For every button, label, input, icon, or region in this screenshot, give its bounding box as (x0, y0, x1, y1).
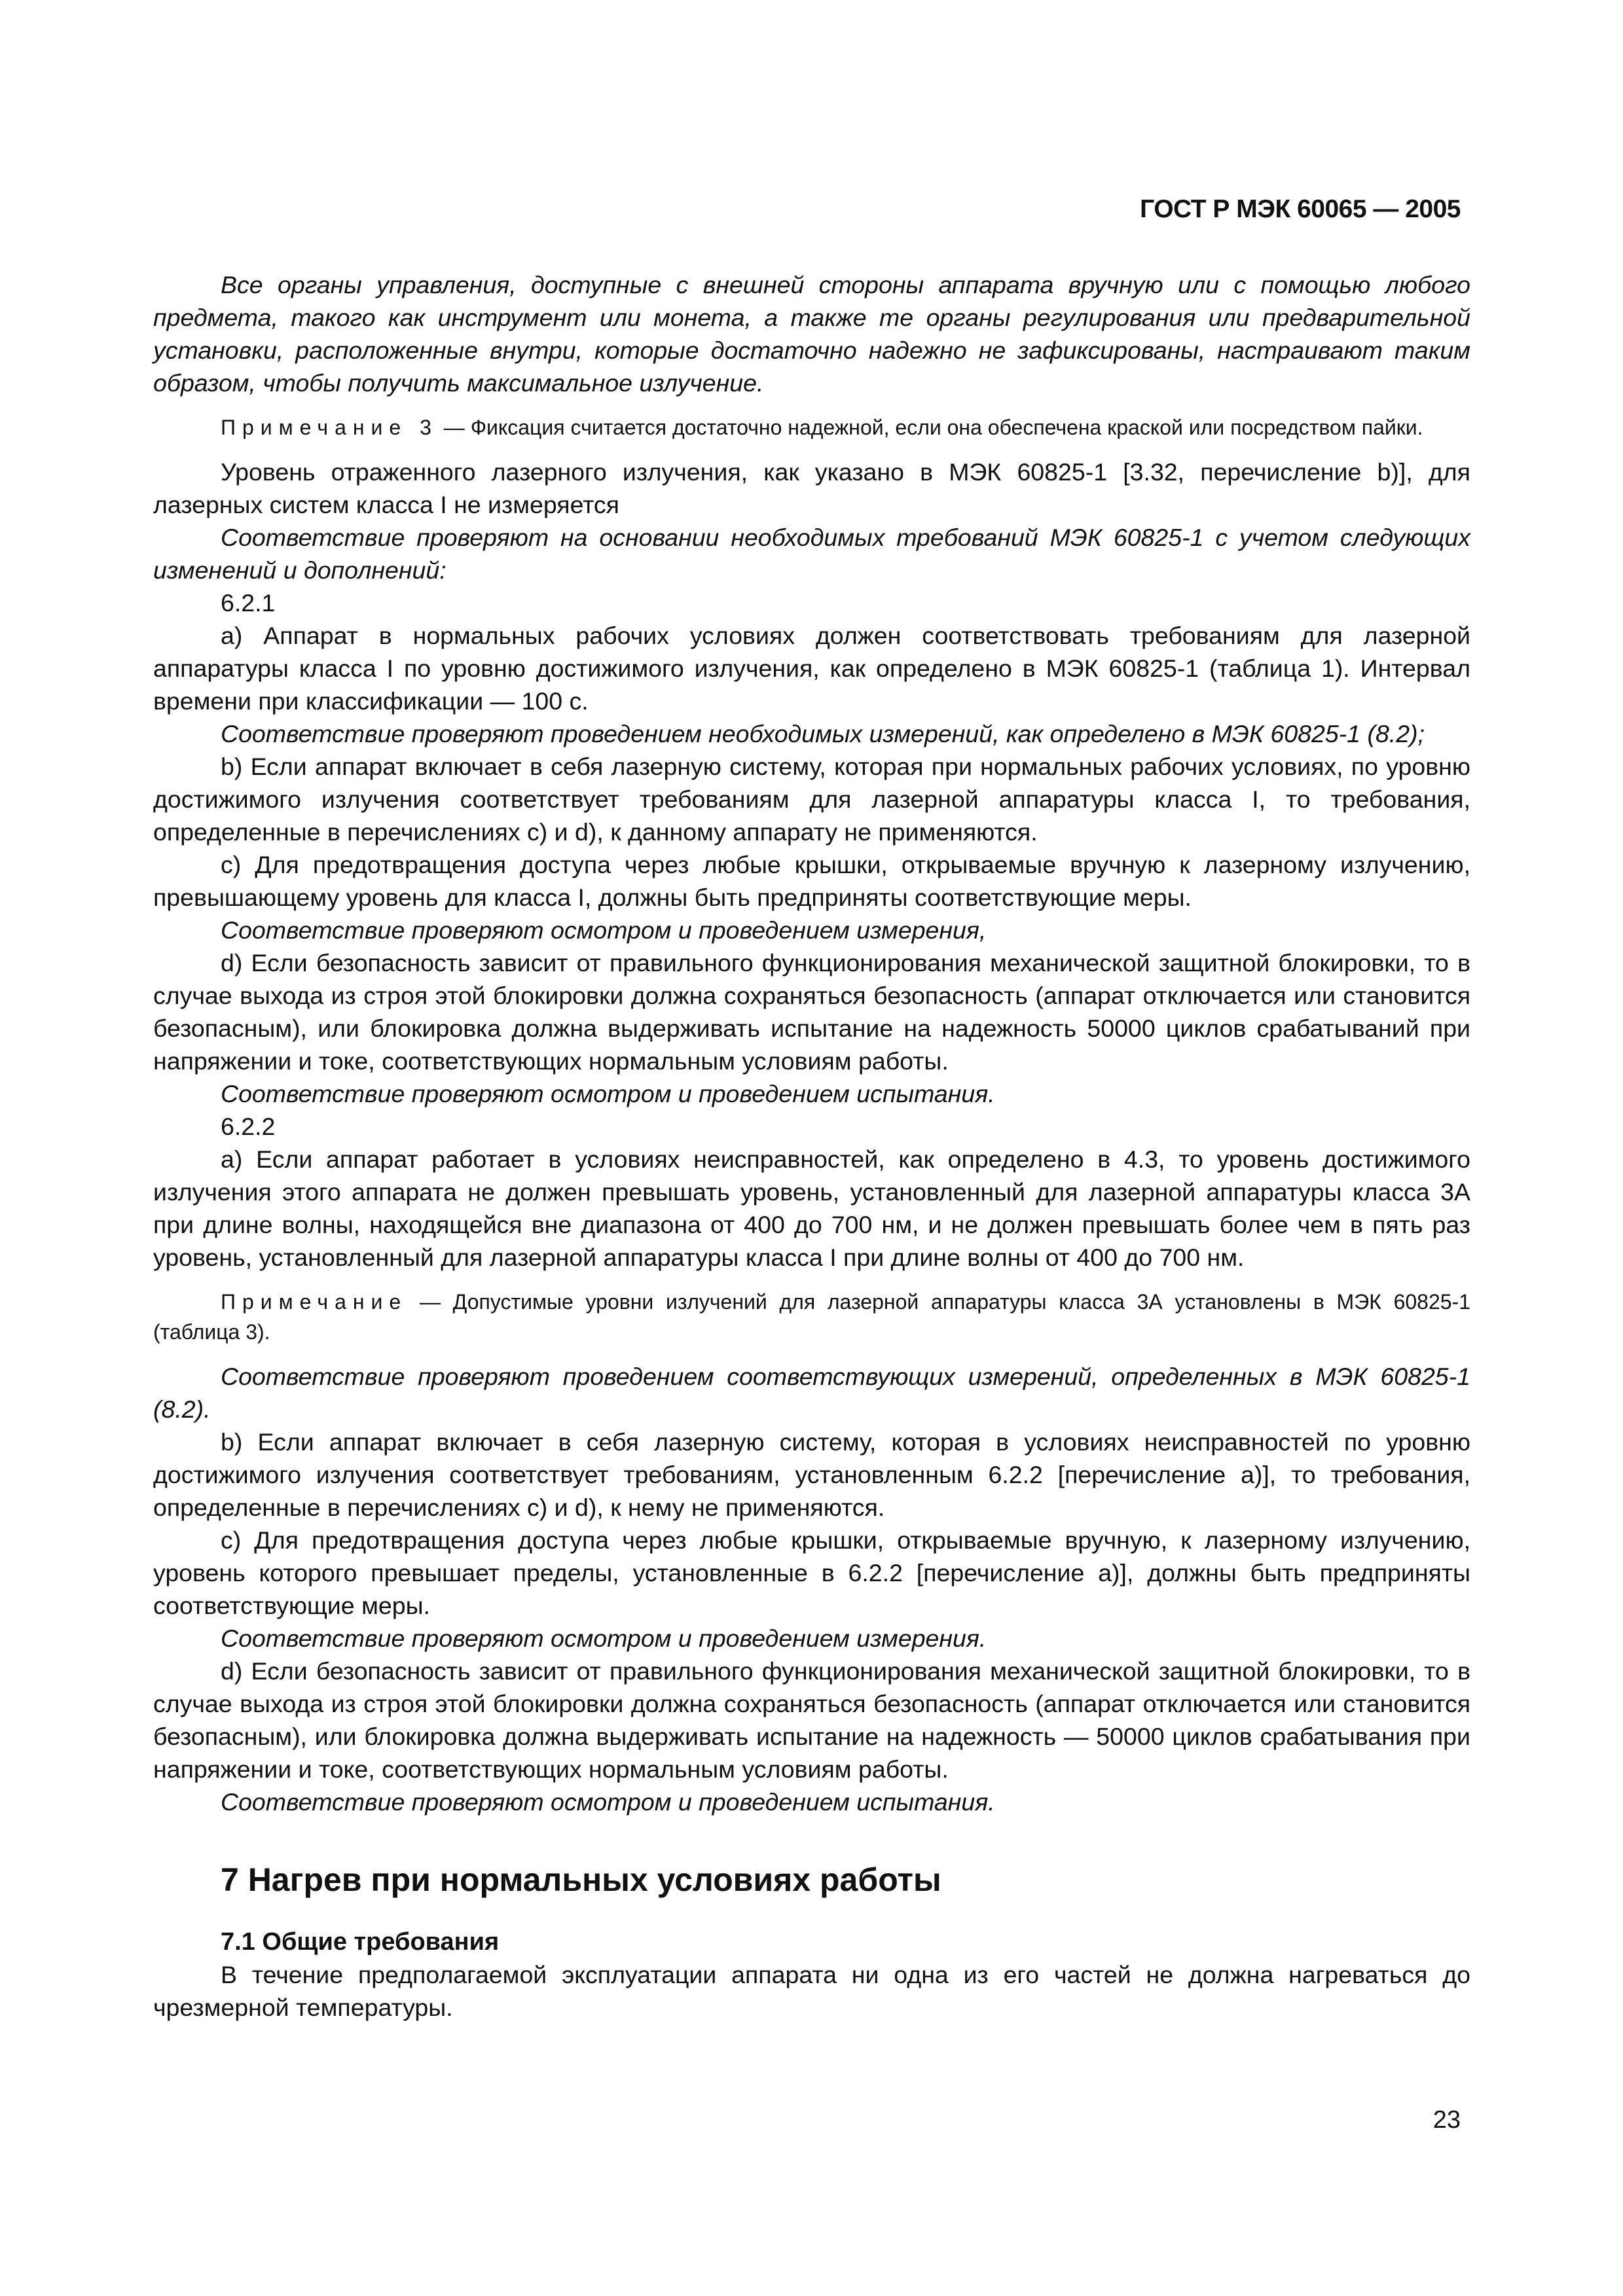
paragraph-reflected-radiation: Уровень отраженного лазерного излучения, как указано в МЭК 60825-1 [3.32, перечисление b)], для лазерных систем класса I не измеряется (153, 458, 1470, 518)
item-6-2-2-b: b) Если аппарат включает в себя лазерную систему, которая в условиях неисправностей по уровню достижимого излучения соответствует требованиям, установленным 6.2.2 [перечисление а)], то требования, определенные в перечислениях c) и d), к нему не применяются. (153, 1428, 1470, 1521)
compliance-6-2-2-c: Соответствие проверяют осмотром и проведением измерения. (221, 1624, 987, 1652)
paragraph-controls: Все органы управления, доступные с внешней стороны аппарата вручную или с помощью любого предмета, такого как инструмент или монета, а также те органы регулирования или предварительной установки, расположенные внутри, которые достаточно надежно не зафиксированы, настраивают таким образом, чтобы получить максимальное излучение. (153, 271, 1470, 397)
subsection-7-1-text: В течение предполагаемой эксплуатации аппарата ни одна из его частей не должна нагреваться до чрезмерной температуры. (153, 1961, 1470, 2021)
item-6-2-2-a: a) Если аппарат работает в условиях неисправностей, как определено в 4.3, то уровень достижимого излучения этого аппарата не должен превышать уровень, установленный для лазерной аппаратуры класса 3А при длине волны, находящейся вне диапазона от 400 до 700 нм, и не должен превышать более чем в пять раз уровень, установленный для лазерной аппаратуры класса I при длине волны от 400 до 700 нм. (153, 1145, 1470, 1271)
note-3-text: — Фиксация считается достаточно надежной, если она обеспечена краской или посредством пайки. (437, 416, 1423, 439)
paragraph-compliance-intro: Соответствие проверяют на основании необходимых требований МЭК 60825-1 с учетом следующих изменений и дополнений: (153, 524, 1470, 584)
page-number: 23 (1432, 2106, 1461, 2134)
item-6-2-1-b: b) Если аппарат включает в себя лазерную систему, которая при нормальных рабочих условиях, по уровню достижимого излучения соответствует требованиям для лазерной аппаратуры класса I, то требования, определенные в перечислениях c) и d), к данному аппарату не применяются. (153, 753, 1470, 846)
clause-number-6-2-1: 6.2.1 (221, 589, 276, 617)
note-text: — Допустимые уровни излучений для лазерной аппаратуры класса 3А установлены в МЭК 60825-1 (таблица 3). (153, 1290, 1470, 1344)
item-6-2-2-c: c) Для предотвращения доступа через любые крышки, открываемые вручную, к лазерному излучению, уровень которого превышает пределы, установленные в 6.2.2 [перечисление а)], должны быть предприняты соответствующие меры. (153, 1526, 1470, 1619)
clause-number-6-2-2: 6.2.2 (221, 1113, 276, 1140)
compliance-6-2-1-a: Соответствие проверяют проведением необходимых измерений, как определено в МЭК 60825-1 (8.2); (221, 720, 1425, 747)
item-6-2-1-c: c) Для предотвращения доступа через любые крышки, открываемые вручную к лазерному излучению, превышающему уровень для класса I, должны быть предприняты соответствующие меры. (153, 851, 1470, 911)
item-6-2-2-d: d) Если безопасность зависит от правильного функционирования механической защитной блокировки, то в случае выхода из строя этой блокировки должна сохраняться безопасность (аппарат отключается или становится безопасным), или блокировка должна выдерживать испытание на надежность — 50000 циклов срабатывания при напряжении и токе, соответствующих нормальным условиям работы. (153, 1657, 1470, 1783)
subsection-7-1-title: 7.1 Общие требования (221, 1928, 500, 1956)
section-7-title: 7 Нагрев при нормальных условиях работы (221, 1861, 941, 1898)
compliance-6-2-1-c: Соответствие проверяют осмотром и проведением измерения, (221, 916, 987, 944)
item-6-2-1-d: d) Если безопасность зависит от правильного функционирования механической защитной блокировки, то в случае выхода из строя этой блокировки должна сохраняться безопасность (аппарат отключается или становится безопасным), или блокировка должна выдерживать испытание на надежность 50000 циклов срабатываний при напряжении и токе, соответствующих нормальным условиям работы. (153, 949, 1470, 1075)
compliance-6-2-2-d: Соответствие проверяют осмотром и проведением испытания. (221, 1788, 995, 1816)
note-class-3a (153, 1287, 1470, 1347)
note-3-label: Примечание 3 (221, 416, 438, 439)
document-body (153, 268, 1470, 2024)
note-3 (153, 412, 1470, 442)
standard-header: ГОСТ Р МЭК 60065 — 2005 (1140, 195, 1461, 223)
item-6-2-1-a: a) Аппарат в нормальных рабочих условиях должен соответствовать требованиям для лазерной аппаратуры класса I по уровню достижимого излучения, как определено в МЭК 60825-1 (таблица 1). Интервал времени при классификации — 100 с. (153, 622, 1470, 715)
note-label: Примечание (221, 1290, 408, 1314)
compliance-6-2-1-d: Соответствие проверяют осмотром и проведением испытания. (221, 1080, 995, 1107)
compliance-6-2-2-a: Соответствие проверяют проведением соответствующих измерений, определенных в МЭК 60825-1 (8.2). (153, 1363, 1470, 1423)
